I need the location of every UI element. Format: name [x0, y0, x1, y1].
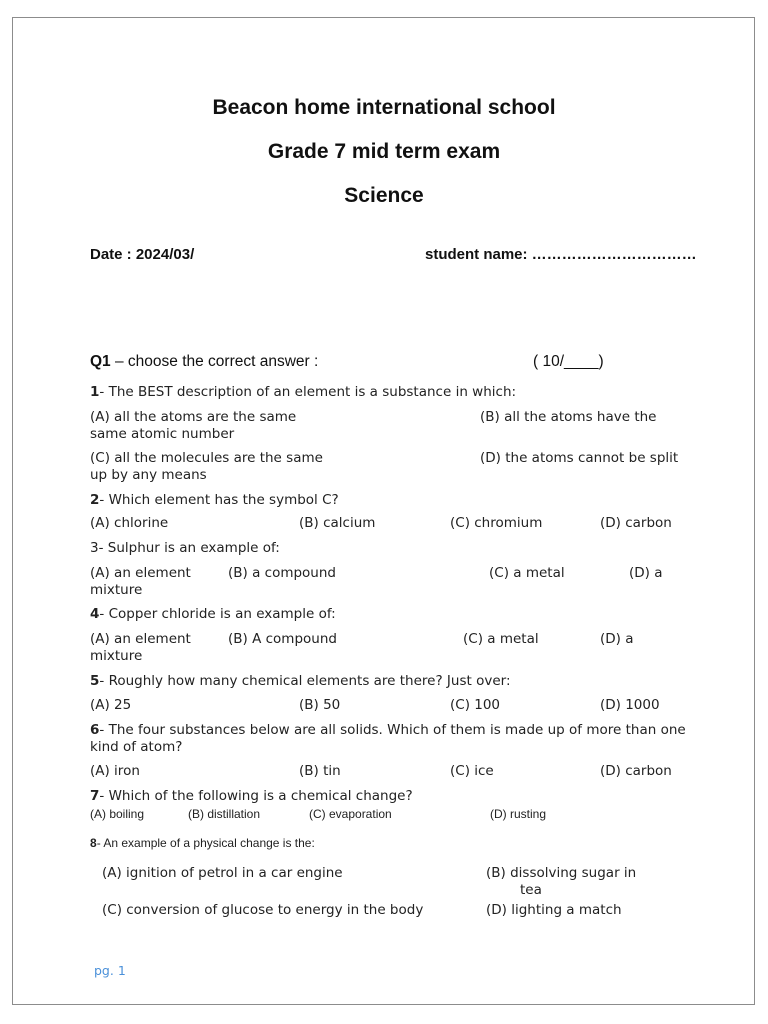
option-text: (C) ice — [450, 763, 494, 779]
option-text: (B) A compound — [228, 631, 337, 647]
option-text: (C) conversion of glucose to energy in the body — [102, 902, 424, 918]
question-3: 3- Sulphur is an example of: — [90, 540, 280, 556]
option-text: up by any means — [90, 467, 207, 483]
option-text: (B) 50 — [299, 697, 341, 713]
option-text: (A) ignition of petrol in a car engine — [102, 865, 343, 881]
option-text: (B) calcium — [299, 515, 376, 531]
option-text: mixture — [90, 582, 143, 598]
option-text: (A) 25 — [90, 697, 132, 713]
student-name-label: student name: …………………………… — [425, 246, 697, 263]
option-text: tea — [520, 882, 542, 898]
page-number: pg. 1 — [94, 963, 126, 978]
option-text: (D) a — [600, 631, 634, 647]
option-text: (B) tin — [299, 763, 341, 779]
q1-heading — [90, 353, 318, 371]
option-text: same atomic number — [90, 426, 235, 442]
exam-title: Grade 7 mid term exam — [267, 140, 501, 163]
question-6-continued: kind of atom? — [90, 739, 183, 755]
option-text: (D) carbon — [600, 763, 672, 779]
q1-instruction: – choose the correct answer : — [110, 353, 319, 370]
question-5: 5- Roughly how many chemical elements are there? Just over: — [90, 673, 511, 689]
option-text: (D) rusting — [490, 807, 547, 821]
option-text: (D) lighting a match — [486, 902, 622, 918]
option-text: mixture — [90, 648, 143, 664]
question-1: 1- The BEST description of an element is a substance in which: — [90, 384, 517, 400]
option-text: (C) a metal — [463, 631, 539, 647]
option-text: (C) a metal — [489, 565, 565, 581]
option-text: (D) a — [629, 565, 663, 581]
option-text: (B) dissolving sugar in — [486, 865, 637, 881]
option-text: (A) an element — [90, 565, 191, 581]
question-7: 7- Which of the following is a chemical change? — [90, 788, 413, 804]
option-text: (A) an element — [90, 631, 191, 647]
option-text: (C) all the molecules are the same — [90, 450, 323, 466]
option-text: (A) all the atoms are the same — [90, 409, 297, 425]
date-label: Date : 2024/03/ — [90, 246, 195, 263]
option-text: (C) evaporation — [309, 807, 392, 821]
option-text: (C) 100 — [450, 697, 501, 713]
question-4: 4- Copper chloride is an example of: — [90, 606, 336, 622]
option-text: (D) carbon — [600, 515, 672, 531]
option-text: (A) iron — [90, 763, 140, 779]
option-text: (A) chlorine — [90, 515, 169, 531]
option-text: (B) all the atoms have the — [480, 409, 657, 425]
option-text: (D) the atoms cannot be split — [480, 450, 679, 466]
subject-title: Science — [344, 184, 424, 207]
school-name: Beacon home international school — [212, 96, 556, 119]
option-text: (C) chromium — [450, 515, 543, 531]
question-6: 6- The four substances below are all solids. Which of them is made up of more than one — [90, 722, 686, 738]
q1-number: Q1 — [90, 353, 111, 370]
option-text: (B) a compound — [228, 565, 336, 581]
exam-page — [12, 17, 755, 1005]
q1-score: ( 10/____) — [533, 353, 604, 370]
option-text: (A) boiling — [90, 807, 145, 821]
option-text: (B) distillation — [188, 807, 261, 821]
question-2: 2- Which element has the symbol C? — [90, 492, 339, 508]
question-8: 8- An example of a physical change is the: — [90, 836, 315, 850]
option-text: (D) 1000 — [600, 697, 660, 713]
